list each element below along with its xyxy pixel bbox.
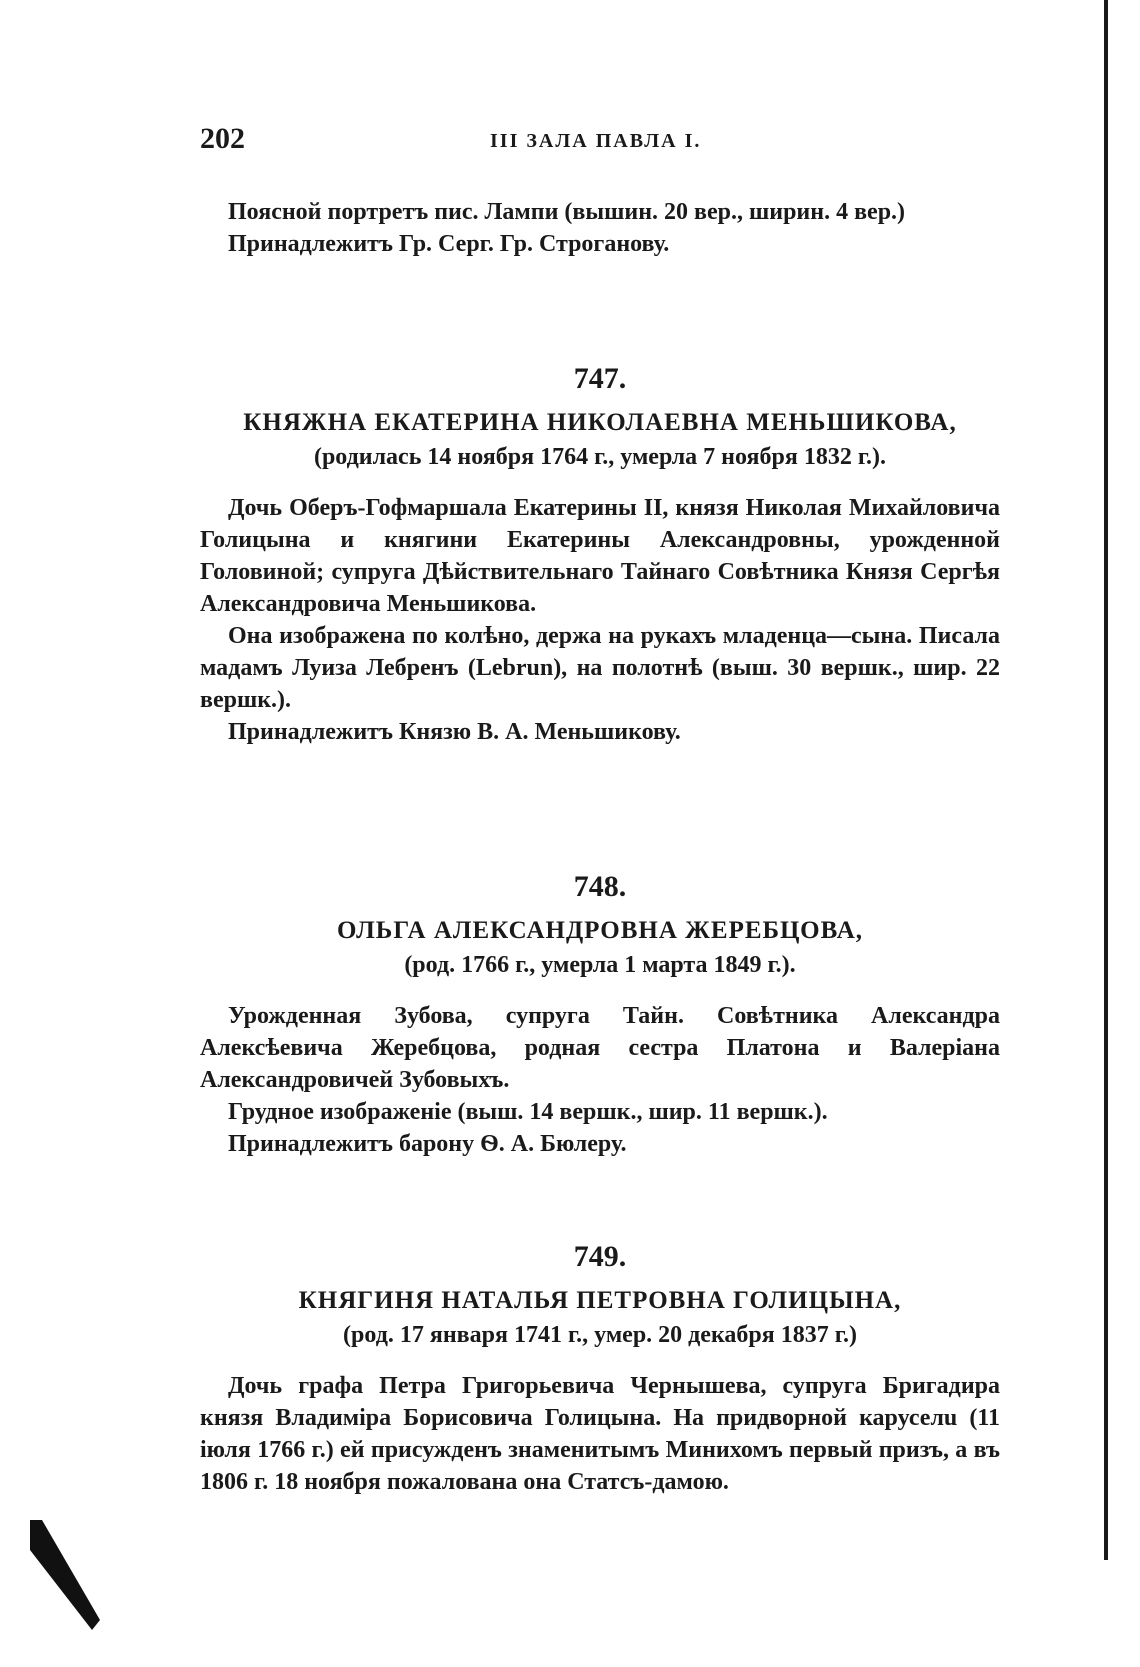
entry-paragraph: Принадлежитъ барону Ѳ. А. Бюлеру.: [228, 1131, 627, 1157]
entry-dates: (родилась 14 ноября 1764 г., умерла 7 ноября 1832 г.).: [313, 444, 887, 470]
entry-body: [200, 1000, 1000, 1160]
page-edge-rule: [1104, 0, 1108, 1560]
entry-body: [200, 492, 1000, 748]
page-header: [200, 122, 1000, 162]
entry-748: [200, 866, 1000, 1160]
entry-749: [200, 1236, 1000, 1498]
intro-paragraph: Принадлежитъ Гр. Серг. Гр. Строганову.: [228, 231, 670, 257]
entry-747: [200, 358, 1000, 748]
corner-scan-mark: [30, 1520, 100, 1630]
entry-dates: (род. 1766 г., умерла 1 марта 1849 г.).: [404, 952, 796, 978]
entry-number: 748.: [573, 870, 627, 903]
running-head: III ЗАЛА ПАВЛА I.: [490, 130, 702, 152]
intro-block: [200, 196, 1000, 260]
entry-name: ОЛЬГА АЛЕКСАНДРОВНА ЖЕРЕБЦОВА,: [336, 917, 864, 944]
entry-name: КНЯЖНА ЕКАТЕРИНА НИКОЛАЕВНА МЕНЬШИКОВА,: [243, 409, 957, 436]
entry-number: 747.: [573, 362, 627, 395]
entry-paragraph: Грудное изображеніе (выш. 14 вершк., шир. 11 вершк.).: [228, 1099, 828, 1125]
page-number: 202: [200, 122, 245, 155]
entry-paragraph: Урожденная Зубова, супруга Тайн. Совѣтника Александра Алексѣевича Жеребцова, родная сестра Платона и Валеріана Александровичей Зубовыхъ.: [200, 1003, 1000, 1093]
entry-body: [200, 1370, 1000, 1498]
entry-number: 749.: [573, 1240, 627, 1273]
intro-paragraph: Поясной портретъ пис. Лампи (вышин. 20 вер., ширин. 4 вер.): [228, 199, 906, 225]
entry-paragraph: Она изображена по колѣно, держа на рукахъ младенца—сына. Писала мадамъ Луиза Лебренъ (Lebrun), на полотнѣ (выш. 30 вершк., шир. 22 вершк.).: [200, 623, 1000, 713]
entry-paragraph: Дочь графа Петра Григорьевича Чернышева, супруга Бригадира князя Владиміра Борисовича Голицына. На придворной каруселu (11 іюля 1766 г.) ей присужденъ знаменитымъ Минихомъ первый призъ, а въ 1806 г. 18 ноября пожалована она Статсъ-дамою.: [200, 1373, 1000, 1495]
entry-paragraph: Дочь Оберъ-Гофмаршала Екатерины II, князя Николая Михайловича Голицына и княгини Екатерины Александровны, урожденной Головиной; супруга Дѣйствительнаго Тайнаго Совѣтника Князя Сергѣя Александровича Меньшикова.: [200, 495, 1000, 617]
entry-dates: (род. 17 января 1741 г., умер. 20 декабря 1837 г.): [343, 1322, 857, 1348]
entry-name: КНЯГИНЯ НАТАЛЬЯ ПЕТРОВНА ГОЛИЦЫНА,: [298, 1287, 902, 1314]
entry-paragraph: Принадлежитъ Князю В. А. Меньшикову.: [228, 719, 681, 745]
